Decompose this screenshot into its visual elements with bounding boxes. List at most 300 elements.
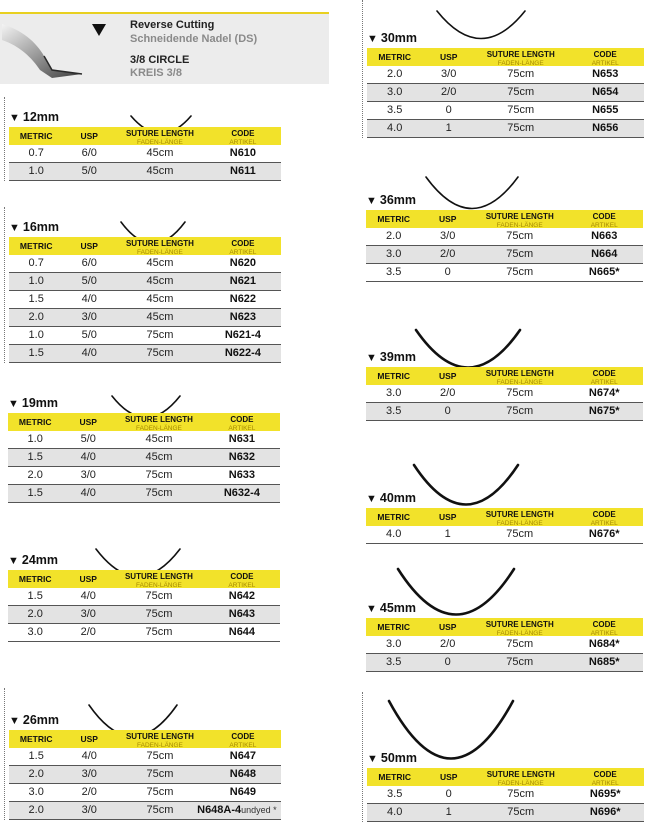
column-header-subtext: ARTIKEL — [228, 425, 256, 432]
cell-code — [204, 449, 280, 466]
cell-code — [205, 784, 281, 801]
column-header-length — [475, 768, 566, 786]
product-code: N696* — [589, 806, 621, 818]
cell-code — [566, 786, 644, 803]
cell-length: 75cm — [145, 469, 173, 481]
cell-code — [204, 588, 280, 605]
needle-size-value: 30mm — [380, 31, 418, 45]
needle-size-value: 12mm — [22, 110, 60, 124]
cell-metric: 1.0 — [28, 165, 44, 177]
product-code: N695* — [589, 788, 621, 800]
column-header-text: SUTURE LENGTH — [125, 239, 194, 248]
triangle-down-icon: ▼ — [366, 493, 377, 505]
cell-metric: 3.0 — [386, 638, 402, 650]
cell-code — [204, 485, 280, 502]
product-code: N633 — [228, 469, 256, 481]
cell-metric: 1.5 — [28, 347, 44, 359]
table-row — [367, 84, 644, 102]
cell-usp: 0 — [444, 405, 451, 417]
needle-section-26mm — [4, 688, 281, 820]
column-header-usp: USP — [80, 241, 98, 251]
cell-usp: 3/0 — [81, 311, 97, 323]
cell-usp: 6/0 — [81, 147, 97, 159]
cell-usp: 5/0 — [81, 275, 97, 287]
cell-length: 75cm — [145, 590, 173, 602]
column-header-usp: USP — [438, 622, 457, 632]
column-header-text: CODE — [231, 129, 255, 138]
table-header — [367, 48, 644, 66]
product-code: N656 — [592, 122, 619, 134]
cell-metric: 2.0 — [28, 804, 44, 816]
product-code: N647 — [229, 750, 257, 762]
product-code: N664 — [591, 248, 618, 260]
cell-code — [565, 654, 643, 671]
cell-code — [566, 804, 644, 821]
needle-section-50mm — [362, 692, 644, 822]
cell-code — [205, 255, 281, 272]
table-row — [9, 802, 281, 820]
column-header-subtext: FADEN-LÄNGE — [137, 139, 183, 146]
table-row — [367, 786, 644, 804]
cell-metric: 3.5 — [386, 405, 402, 417]
cell-usp: 2/0 — [440, 638, 456, 650]
cell-usp: 2/0 — [441, 86, 457, 98]
cell-metric: 1.5 — [28, 750, 44, 762]
column-header-usp: USP — [438, 214, 457, 224]
triangle-down-icon: ▼ — [366, 352, 377, 364]
table-row — [8, 588, 280, 606]
cell-length: 75cm — [506, 656, 534, 668]
table-row — [9, 255, 281, 273]
needle-section-30mm — [362, 0, 644, 138]
table-row — [366, 403, 643, 421]
cell-code — [205, 309, 281, 326]
column-header-metric: METRIC — [19, 131, 53, 141]
table-row — [366, 654, 643, 672]
cell-length: 45cm — [146, 165, 174, 177]
needle-section-36mm — [362, 160, 643, 282]
column-header-subtext: FADEN-LÄNGE — [496, 520, 543, 527]
cell-code — [205, 327, 281, 344]
product-header — [0, 12, 329, 84]
cell-length: 75cm — [506, 528, 534, 540]
cell-usp: 4/0 — [80, 590, 96, 602]
column-header-text: SUTURE LENGTH — [485, 620, 554, 629]
column-header-subtext: ARTIKEL — [590, 520, 618, 527]
needle-section-12mm — [4, 97, 281, 181]
column-header-text: CODE — [230, 415, 254, 424]
cell-code — [205, 273, 281, 290]
column-header-subtext: ARTIKEL — [229, 249, 257, 256]
cell-usp: 3/0 — [80, 608, 96, 620]
needle-size-label — [9, 713, 59, 727]
column-header-text: SUTURE LENGTH — [485, 369, 554, 378]
triangle-down-icon: ▼ — [366, 195, 377, 207]
table-row — [9, 291, 281, 309]
cell-code — [204, 606, 280, 623]
column-header-metric: METRIC — [377, 214, 410, 224]
column-header-length — [115, 127, 205, 145]
column-header-code — [566, 48, 644, 66]
cell-code — [187, 802, 287, 819]
cell-length: 45cm — [146, 257, 174, 269]
needle-section-19mm — [4, 381, 280, 503]
cell-metric: 3.5 — [386, 656, 402, 668]
product-note: undyed * — [241, 805, 277, 815]
column-header-text: SUTURE LENGTH — [486, 770, 555, 779]
column-header-metric: METRIC — [18, 574, 52, 584]
cell-usp: 0 — [445, 788, 452, 800]
column-header-metric: METRIC — [378, 772, 411, 782]
needle-section-40mm — [362, 452, 643, 544]
product-table — [366, 210, 643, 282]
cell-metric: 3.5 — [387, 788, 403, 800]
product-table — [9, 237, 281, 363]
cell-usp: 1 — [444, 528, 451, 540]
column-header-subtext: ARTIKEL — [591, 60, 619, 67]
needle-size-label — [367, 751, 417, 765]
triangle-down-icon: ▼ — [9, 112, 20, 124]
table-row — [9, 327, 281, 345]
cell-length: 75cm — [145, 626, 173, 638]
needle-size-value: 40mm — [379, 491, 417, 505]
table-row — [367, 804, 644, 822]
product-table — [9, 730, 281, 820]
cell-metric: 1.0 — [27, 433, 43, 445]
column-header-subtext: ARTIKEL — [229, 139, 257, 146]
cell-metric: 4.0 — [387, 806, 403, 818]
column-header-text: CODE — [231, 732, 255, 741]
cell-usp: 4/0 — [81, 750, 97, 762]
cell-length: 75cm — [146, 750, 174, 762]
column-header-metric: METRIC — [19, 734, 53, 744]
cell-length: 75cm — [507, 806, 535, 818]
needle-curve-icon — [410, 462, 522, 506]
product-code: N643 — [228, 608, 256, 620]
table-row — [8, 606, 280, 624]
table-row — [9, 784, 281, 802]
column-header-subtext: FADEN-LÄNGE — [496, 630, 543, 637]
column-header-usp: USP — [438, 512, 457, 522]
table-header — [8, 413, 280, 431]
product-table — [366, 618, 643, 672]
cell-metric: 4.0 — [386, 528, 402, 540]
cell-usp: 3/0 — [81, 768, 97, 780]
product-code: N649 — [229, 786, 257, 798]
cell-metric: 0.7 — [28, 257, 44, 269]
column-header-length — [474, 367, 565, 385]
product-code: N675* — [588, 405, 620, 417]
table-row — [366, 385, 643, 403]
cell-code — [566, 66, 644, 83]
needle-curve-icon — [433, 8, 529, 40]
table-row — [8, 467, 280, 485]
column-header-usp: USP — [439, 52, 458, 62]
needle-size-label — [367, 31, 417, 45]
column-header-metric: METRIC — [378, 52, 411, 62]
column-header-usp: USP — [438, 371, 457, 381]
product-code: N642 — [228, 590, 256, 602]
product-code: N623 — [229, 311, 257, 323]
needle-size-label — [366, 193, 416, 207]
column-header-subtext: FADEN-LÄNGE — [136, 425, 182, 432]
column-header-usp: USP — [80, 131, 98, 141]
cell-length: 45cm — [146, 311, 174, 323]
table-row — [367, 120, 644, 138]
product-code: N676* — [588, 528, 620, 540]
product-code: N684* — [588, 638, 620, 650]
cell-length: 75cm — [506, 248, 534, 260]
cell-length: 75cm — [146, 804, 174, 816]
product-code: N632-4 — [223, 487, 260, 499]
product-code: N621-4 — [224, 329, 261, 341]
column-header-subtext: FADEN-LÄNGE — [137, 249, 183, 256]
cell-code — [205, 345, 281, 362]
cell-code — [565, 385, 643, 402]
cell-metric: 3.0 — [386, 387, 402, 399]
cell-metric: 2.0 — [28, 311, 44, 323]
column-header-text: SUTURE LENGTH — [485, 510, 554, 519]
cell-usp: 2/0 — [440, 248, 456, 260]
cell-metric: 2.0 — [387, 68, 403, 80]
table-row — [367, 66, 644, 84]
needle-size-value: 24mm — [21, 553, 59, 567]
triangle-down-icon: ▼ — [9, 222, 20, 234]
table-row — [9, 345, 281, 363]
cell-code — [204, 624, 280, 641]
column-header-code — [204, 413, 280, 431]
column-header-subtext: FADEN-LÄNGE — [497, 780, 544, 787]
column-header-length — [474, 508, 565, 526]
cell-metric: 2.0 — [28, 768, 44, 780]
needle-size-value: 16mm — [22, 220, 60, 234]
cell-usp: 2/0 — [440, 387, 456, 399]
table-row — [8, 485, 280, 503]
column-header-subtext: ARTIKEL — [229, 742, 257, 749]
cell-metric: 3.0 — [28, 786, 44, 798]
column-header-length — [474, 618, 565, 636]
cell-code — [565, 264, 643, 281]
column-header-subtext: ARTIKEL — [590, 630, 618, 637]
table-row — [9, 309, 281, 327]
cell-length: 75cm — [506, 638, 534, 650]
cell-length: 45cm — [146, 293, 174, 305]
column-header-subtext: ARTIKEL — [590, 379, 618, 386]
column-header-text: CODE — [230, 572, 254, 581]
cell-usp: 5/0 — [80, 433, 96, 445]
cell-code — [205, 766, 281, 783]
table-header — [9, 127, 281, 145]
column-header-subtext: FADEN-LÄNGE — [136, 582, 182, 589]
needle-size-value: 19mm — [21, 396, 59, 410]
product-code: N610 — [229, 147, 257, 159]
cell-metric: 1.0 — [28, 275, 44, 287]
cell-code — [566, 84, 644, 101]
product-code: N631 — [228, 433, 256, 445]
column-header-text: SUTURE LENGTH — [124, 415, 193, 424]
column-header-code — [205, 730, 281, 748]
product-table — [9, 127, 281, 181]
column-header-text: CODE — [593, 50, 617, 59]
product-code: N622 — [229, 293, 257, 305]
cell-code — [565, 228, 643, 245]
cell-usp: 0 — [445, 104, 452, 116]
circle-de: KREIS 3/8 — [130, 67, 182, 79]
column-header-usp: USP — [439, 772, 458, 782]
cell-length: 75cm — [506, 230, 534, 242]
needle-type-en: Reverse Cutting — [130, 19, 215, 31]
triangle-down-icon: ▼ — [9, 715, 20, 727]
column-header-metric: METRIC — [377, 512, 410, 522]
needle-section-24mm — [4, 530, 280, 642]
cell-usp: 3/0 — [81, 804, 97, 816]
column-header-usp: USP — [79, 574, 97, 584]
column-header-text: CODE — [592, 212, 616, 221]
product-code: N622-4 — [224, 347, 261, 359]
column-header-code — [565, 508, 643, 526]
table-row — [366, 636, 643, 654]
cell-length: 75cm — [146, 347, 174, 359]
cell-usp: 0 — [444, 656, 451, 668]
product-code: N611 — [230, 165, 256, 177]
cell-length: 45cm — [145, 433, 173, 445]
cell-usp: 5/0 — [81, 165, 97, 177]
column-header-code — [205, 127, 281, 145]
cell-length: 75cm — [146, 329, 174, 341]
triangle-down-icon: ▼ — [367, 753, 378, 765]
column-header-subtext: FADEN-LÄNGE — [137, 742, 183, 749]
product-table — [8, 570, 280, 642]
column-header-usp: USP — [79, 417, 97, 427]
product-code: N648A-4 — [197, 804, 242, 816]
cell-length: 75cm — [145, 608, 173, 620]
product-table — [366, 367, 643, 421]
product-code: N665* — [588, 266, 620, 278]
table-row — [9, 163, 281, 181]
product-table — [367, 48, 644, 138]
product-code: N648 — [229, 768, 257, 780]
column-header-length — [115, 730, 205, 748]
table-row — [9, 748, 281, 766]
cell-usp: 4/0 — [81, 293, 97, 305]
needle-size-value: 39mm — [379, 350, 417, 364]
triangle-down-icon: ▼ — [366, 603, 377, 615]
table-header — [366, 210, 643, 228]
cell-metric: 2.0 — [386, 230, 402, 242]
table-header — [9, 730, 281, 748]
table-row — [8, 624, 280, 642]
table-header — [367, 768, 644, 786]
table-header — [366, 618, 643, 636]
needle-section-39mm — [362, 315, 643, 421]
cell-code — [565, 246, 643, 263]
product-code: N644 — [228, 626, 256, 638]
cell-code — [565, 403, 643, 420]
cell-metric: 4.0 — [387, 122, 403, 134]
column-header-text: SUTURE LENGTH — [486, 50, 555, 59]
column-header-code — [204, 570, 280, 588]
cell-code — [205, 163, 281, 180]
table-row — [366, 228, 643, 246]
column-header-subtext: FADEN-LÄNGE — [497, 60, 544, 67]
cell-metric: 1.5 — [27, 451, 43, 463]
column-header-subtext: ARTIKEL — [591, 780, 619, 787]
cell-length: 75cm — [507, 122, 535, 134]
needle-curve-icon — [412, 327, 524, 369]
column-header-length — [474, 210, 565, 228]
cell-metric: 2.0 — [27, 608, 43, 620]
table-row — [366, 246, 643, 264]
needle-section-16mm — [4, 207, 281, 363]
cell-length: 75cm — [506, 405, 534, 417]
needle-size-value: 26mm — [22, 713, 60, 727]
needle-size-label — [8, 396, 58, 410]
product-table — [8, 413, 280, 503]
product-code: N655 — [592, 104, 619, 116]
cell-length: 75cm — [507, 104, 535, 116]
cell-usp: 3/0 — [440, 230, 456, 242]
column-header-text: CODE — [592, 510, 616, 519]
cell-metric: 1.5 — [27, 590, 43, 602]
needle-type-de: Schneidende Nadel (DS) — [130, 33, 258, 45]
cell-metric: 3.0 — [386, 248, 402, 260]
column-header-text: SUTURE LENGTH — [125, 732, 194, 741]
cell-length: 75cm — [146, 786, 174, 798]
cell-usp: 3/0 — [80, 469, 96, 481]
cell-metric: 3.0 — [27, 626, 43, 638]
cell-metric: 2.0 — [27, 469, 43, 481]
cell-length: 75cm — [506, 387, 534, 399]
column-header-code — [566, 768, 644, 786]
product-code: N632 — [228, 451, 256, 463]
product-table — [366, 508, 643, 544]
column-header-text: CODE — [592, 620, 616, 629]
table-row — [8, 449, 280, 467]
cell-usp: 4/0 — [80, 487, 96, 499]
cell-metric: 3.0 — [387, 86, 403, 98]
table-row — [8, 431, 280, 449]
cell-usp: 1 — [445, 806, 452, 818]
triangle-down-icon: ▼ — [367, 33, 378, 45]
cell-code — [205, 748, 281, 765]
circle-en: 3/8 CIRCLE — [130, 54, 190, 66]
cell-metric: 0.7 — [28, 147, 44, 159]
column-header-subtext: ARTIKEL — [228, 582, 256, 589]
triangle-down-icon — [92, 24, 106, 36]
triangle-down-icon: ▼ — [8, 398, 19, 410]
needle-size-label — [9, 110, 59, 124]
needle-tip-image — [2, 16, 88, 80]
product-table — [367, 768, 644, 822]
cell-code — [565, 636, 643, 653]
cell-code — [566, 102, 644, 119]
product-code: N685* — [588, 656, 620, 668]
cell-usp: 4/0 — [81, 347, 97, 359]
needle-size-label — [366, 601, 416, 615]
column-header-length — [114, 570, 204, 588]
needle-curve-icon — [422, 174, 522, 210]
cell-code — [565, 526, 643, 543]
cell-metric: 3.5 — [387, 104, 403, 116]
cell-code — [205, 145, 281, 162]
cell-code — [204, 467, 280, 484]
column-header-length — [115, 237, 205, 255]
cell-length: 75cm — [146, 768, 174, 780]
cell-metric: 3.5 — [386, 266, 402, 278]
column-header-subtext: ARTIKEL — [590, 222, 618, 229]
product-code: N654 — [592, 86, 619, 98]
cell-length: 75cm — [507, 68, 535, 80]
